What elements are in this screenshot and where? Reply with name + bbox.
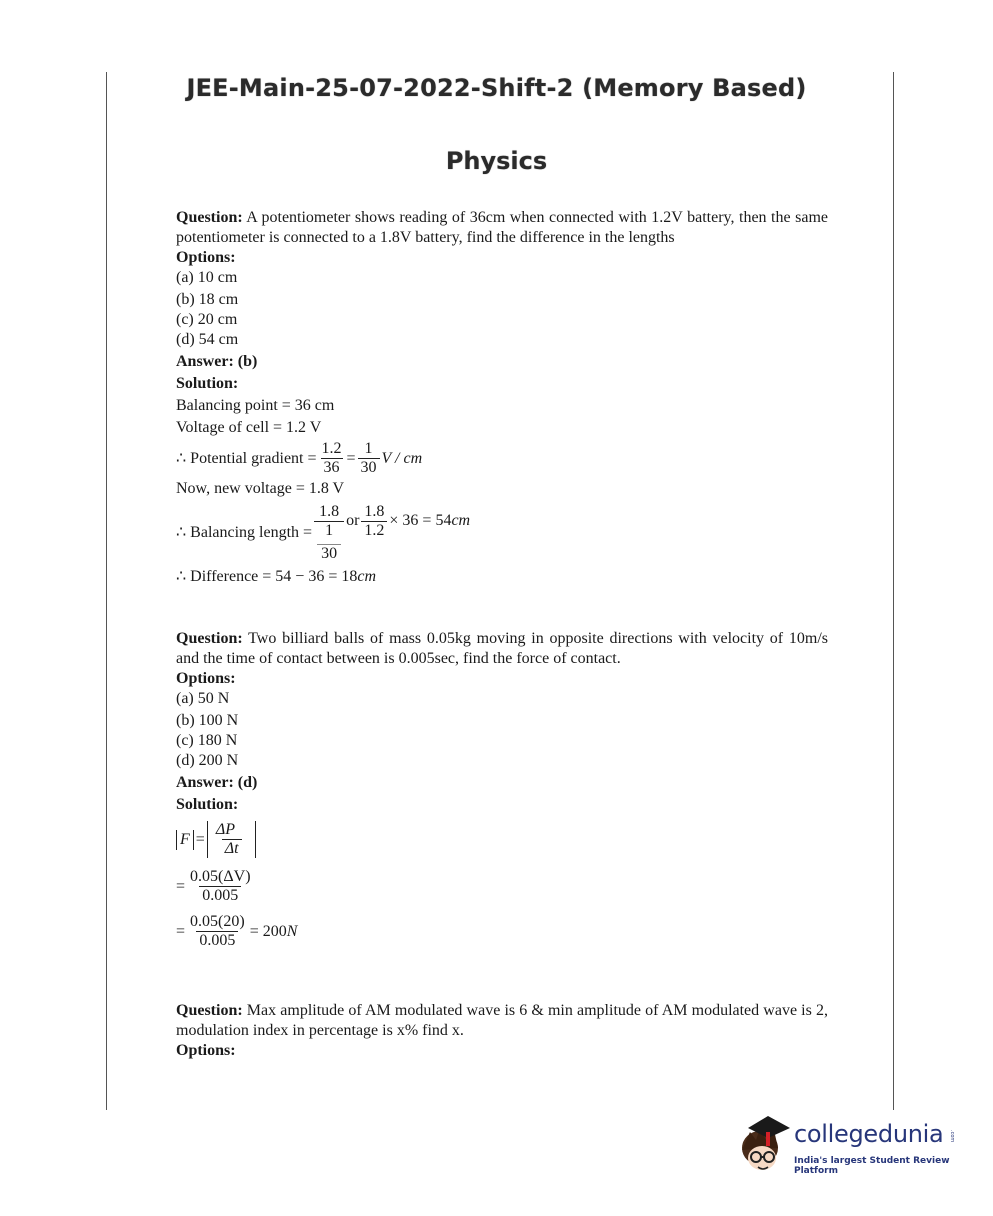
denominator: 1.2 <box>361 521 387 540</box>
numerator: 1 <box>364 440 373 457</box>
compound-fraction <box>314 503 344 563</box>
equals-sign: = <box>307 449 317 467</box>
question-body: Max amplitude of AM modulated wave is 6 & min amplitude of AM modulated wave is 2, modulation index in percentage is x% find x. <box>176 1002 828 1039</box>
logo-com: .com <box>949 1130 955 1143</box>
option-a: (a) 10 cm <box>176 269 238 286</box>
logo-tagline: India's largest Student Review Platform <box>794 1156 950 1176</box>
denominator: 0.005 <box>199 886 241 905</box>
equals-sign: = <box>303 524 313 541</box>
right-margin-rule <box>893 72 894 1110</box>
unit: N <box>286 922 298 940</box>
subject-heading: Physics <box>445 147 548 175</box>
equals-sign: = <box>195 830 205 848</box>
option-c: (c) 20 cm <box>176 311 238 328</box>
denominator: 0.005 <box>196 931 238 950</box>
question-text <box>176 1001 828 1041</box>
solution-line: Now, new voltage = 1.8 V <box>176 480 345 497</box>
solution-line: Voltage of cell = 1.2 V <box>176 419 322 436</box>
equation-label: ∴ Potential gradient <box>176 449 304 467</box>
numerator: 0.05(ΔV) <box>190 868 251 885</box>
denominator: Δt <box>222 839 242 858</box>
equals-sign: = <box>346 449 356 467</box>
left-margin-rule <box>106 72 107 1110</box>
denominator <box>314 521 344 563</box>
fraction <box>213 821 251 858</box>
denominator: 30 <box>358 458 380 477</box>
numerator: 0.05(20) <box>190 913 245 930</box>
page-title: JEE-Main-25-07-2022-Shift-2 (Memory Based) <box>186 74 807 102</box>
equals-sign: = <box>176 922 186 940</box>
question-label: Question: <box>176 630 243 647</box>
fraction <box>319 440 345 477</box>
fraction <box>187 868 254 905</box>
fraction <box>361 503 387 540</box>
question-text <box>176 208 828 248</box>
force-equation <box>176 821 828 858</box>
option-a: (a) 50 N <box>176 690 230 707</box>
denominator: 36 <box>321 458 343 477</box>
fraction <box>358 440 380 477</box>
numerator: 1.8 <box>364 503 385 520</box>
expression: = 200 <box>249 922 287 940</box>
abs-fraction <box>207 821 257 858</box>
option-b: (b) 100 N <box>176 712 239 729</box>
option-d: (d) 54 cm <box>176 331 239 348</box>
numerator: ΔP⃗ <box>215 821 248 838</box>
equals-sign: = <box>176 877 186 895</box>
question-block-2 <box>176 629 828 950</box>
question-body: A potentiometer shows reading of 36cm when connected with 1.2V battery, then the same potentiometer is connected to a 1.8V battery, find the difference in the lengths <box>176 209 828 246</box>
numerator: 1.2 <box>321 440 342 457</box>
answer: Answer: (b) <box>176 353 258 370</box>
option-c: (c) 180 N <box>176 732 238 749</box>
options-label: Options: <box>176 1042 236 1059</box>
difference-equation <box>176 567 828 587</box>
option-d: (d) 200 N <box>176 752 239 769</box>
balancing-length-equation <box>176 503 828 563</box>
option-b: (b) 18 cm <box>176 291 239 308</box>
unit: V / cm <box>381 449 423 467</box>
logo-wordmark: collegedunia <box>794 1120 944 1148</box>
numerator: 1.8 <box>319 503 340 520</box>
question-text <box>176 629 828 669</box>
inner-denominator: 30 <box>317 544 341 563</box>
unit: cm <box>357 568 377 585</box>
collegedunia-logo <box>738 1110 960 1180</box>
unit: cm <box>451 512 471 529</box>
force-magnitude: F <box>176 830 194 850</box>
answer: Answer: (d) <box>176 774 258 791</box>
question-label: Question: <box>176 1002 243 1019</box>
solution-step-3 <box>176 913 828 950</box>
question-label: Question: <box>176 209 243 226</box>
question-body: Two billiard balls of mass 0.05kg moving in opposite directions with velocity of 10m/s and the time of contact between is 0.005sec, find the force of contact. <box>176 630 828 667</box>
or-word: or <box>346 512 360 529</box>
solution-label: Solution: <box>176 375 239 392</box>
question-block-1 <box>176 208 828 587</box>
solution-label: Solution: <box>176 796 239 813</box>
fraction <box>187 913 248 950</box>
expression: × 36 = 54 <box>389 512 452 529</box>
question-block-3 <box>176 1001 828 1061</box>
solution-step-2 <box>176 868 828 905</box>
inner-numerator: 1 <box>325 522 334 539</box>
expression: = 54 − 36 = 18 <box>262 568 358 585</box>
solution-line: Balancing point = 36 cm <box>176 397 335 414</box>
options-label: Options: <box>176 670 236 687</box>
equation-label: ∴ Balancing length <box>176 524 300 541</box>
equation-label: ∴ Difference <box>176 568 259 585</box>
options-label: Options: <box>176 249 236 266</box>
mascot-icon <box>738 1110 794 1180</box>
potential-gradient-equation <box>176 440 828 477</box>
